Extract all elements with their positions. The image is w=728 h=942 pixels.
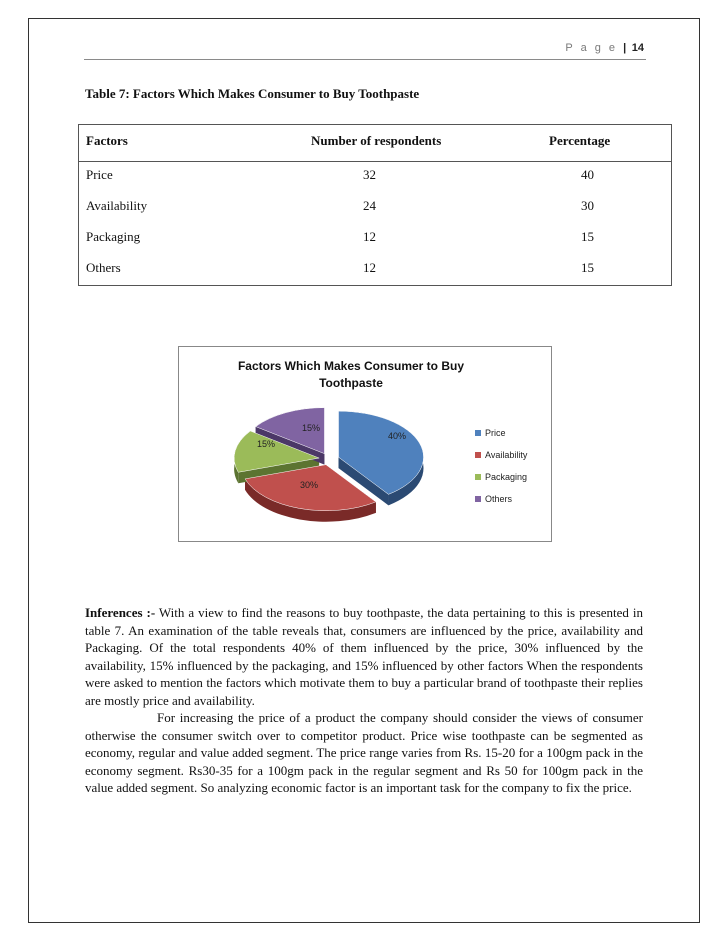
page-header: [565, 42, 644, 54]
legend-label-price: Price: [485, 428, 506, 438]
cell-percentage: 30: [581, 198, 594, 213]
page-separator: |: [623, 42, 627, 54]
data-label-packaging: 15%: [257, 439, 276, 449]
cell-factor: Price: [86, 167, 113, 182]
legend-swatch-availability: [475, 452, 481, 458]
inferences-text-1: With a view to find the reasons to buy toothpaste, the data pertaining to this is presented in table 7. An examination of the table reveals that, consumers are influenced by the price, availability and Packaging. Of the total respondents 40% of them influenced by the price, 30% influenced by the availability, 15% influenced by the packaging, and 15% influenced by other factors When the respondents were asked to mention the factors which motivate them to buy a particular brand of toothpaste their replies are mostly price and availability.: [85, 605, 643, 708]
inferences-paragraph-2: For increasing the price of a product the company should consider the views of consumer otherwise the consumer switch over to competitor product. Price wise toothpaste can be segmented as economy, regular and value added segment. The price range varies from Rs. 15-20 for a 100gm pack in the economy segment. Rs30-35 for a 100gm pack in the regular segment and Rs 50 for 100gm pack in the value added segment. So analyzing economic factor is an important task for the company to fix the price.: [85, 710, 643, 795]
column-header-factors: Factors: [86, 133, 128, 148]
cell-respondents: 32: [363, 167, 376, 182]
cell-percentage: 15: [581, 260, 594, 275]
chart-title-line1: Factors Which Makes Consumer to Buy: [237, 359, 465, 373]
legend-label-packaging: Packaging: [485, 472, 528, 482]
inferences-section: [85, 604, 643, 797]
cell-respondents: 12: [363, 229, 376, 244]
column-header-respondents: Number of respondents: [311, 133, 442, 148]
legend-swatch-packaging: [475, 474, 481, 480]
header-rule: [84, 59, 646, 60]
cell-factor: Others: [86, 260, 121, 275]
cell-percentage: 40: [581, 167, 594, 182]
table-row: [79, 161, 671, 192]
table-row: [79, 192, 671, 223]
inferences-paragraph-1: [85, 604, 643, 709]
cell-factor: Packaging: [86, 229, 141, 244]
legend-swatch-others: [475, 496, 481, 502]
data-label-others: 15%: [302, 423, 321, 433]
pie-chart-canvas: [179, 347, 553, 543]
legend-swatch-price: [475, 430, 481, 436]
column-header-percentage: Percentage: [549, 133, 611, 148]
table-row: [79, 223, 671, 254]
legend-label-others: Others: [485, 494, 513, 504]
chart-title-line2: Toothpaste: [319, 376, 383, 390]
page-number: 14: [631, 42, 644, 54]
cell-respondents: 12: [363, 260, 376, 275]
table-header-row: [79, 125, 671, 162]
data-label-availability: 30%: [300, 480, 319, 490]
factors-table: [78, 124, 672, 286]
table-caption: Table 7: Factors Which Makes Consumer to Buy Toothpaste: [85, 86, 420, 101]
data-label-price: 40%: [388, 431, 407, 441]
cell-percentage: 15: [581, 229, 594, 244]
cell-factor: Availability: [86, 198, 148, 213]
inferences-label: Inferences :-: [85, 605, 156, 620]
table-row: [79, 254, 671, 285]
legend-label-availability: Availability: [485, 450, 528, 460]
pie-chart: [178, 346, 552, 542]
page-word: P a g e: [565, 42, 618, 54]
cell-respondents: 24: [363, 198, 376, 213]
